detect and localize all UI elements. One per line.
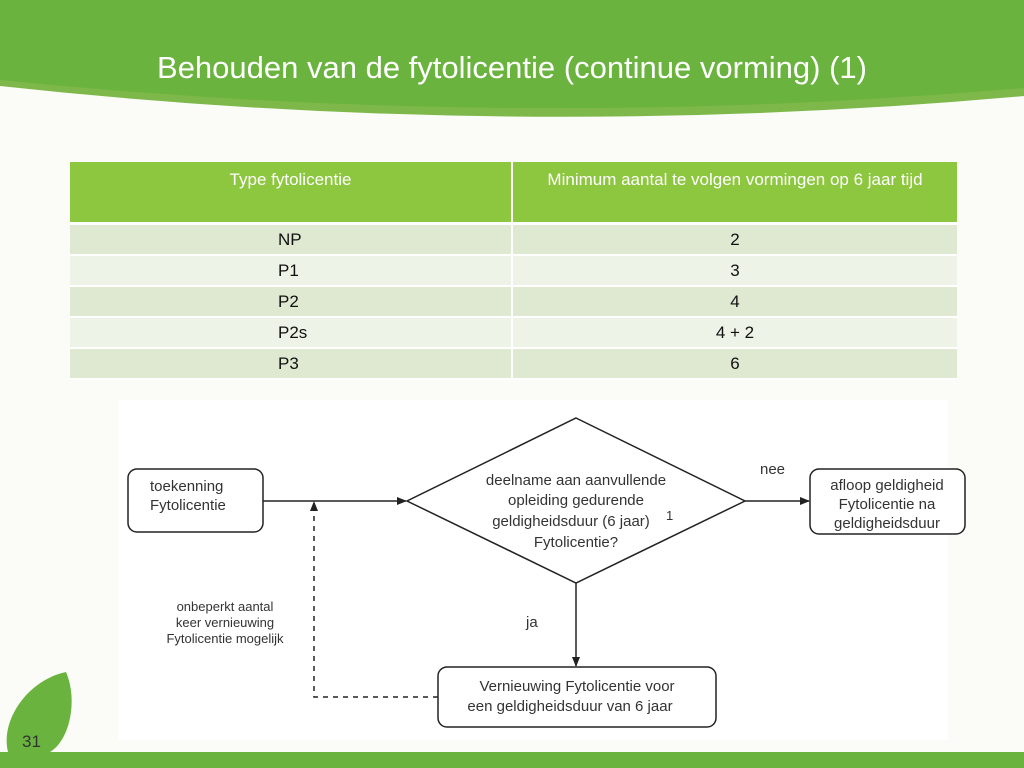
label-no: nee <box>760 461 786 478</box>
decision-line-1: deelname aan aanvullende <box>485 472 667 489</box>
table-cell-type: P2 <box>70 286 512 317</box>
table-cell-minimum: 4 + 2 <box>512 317 957 348</box>
table-cell-minimum: 3 <box>512 255 957 286</box>
label-yes: ja <box>526 614 538 631</box>
table-header-type: Type fytolicentie <box>70 162 512 224</box>
loop-note-line-1: onbeperkt aantal <box>176 599 274 614</box>
table-cell-type: P2s <box>70 317 512 348</box>
decision-line-4: Fytolicentie? <box>533 534 619 551</box>
loop-note-line-2: keer vernieuwing <box>175 615 275 630</box>
table-cell-minimum: 4 <box>512 286 957 317</box>
table-header-minimum: Minimum aantal te volgen vormingen op 6 jaar tijd <box>512 162 957 224</box>
decision-footnote: 1 <box>666 508 674 523</box>
table-cell-minimum: 2 <box>512 224 957 256</box>
decision-line-3: geldigheidsduur (6 jaar) <box>492 513 650 530</box>
table-cell-type: NP <box>70 224 512 256</box>
renewal-box <box>438 667 716 727</box>
start-box-line-1: toekenning <box>150 478 224 495</box>
renewal-box-line-2: een geldigheidsduur van 6 jaar <box>467 698 673 715</box>
page-number: 31 <box>22 732 41 751</box>
expiry-box-line-2: Fytolicentie na <box>838 496 936 513</box>
renewal-box-line-1: Vernieuwing Fytolicentie voor <box>479 678 675 695</box>
table-cell-minimum: 6 <box>512 348 957 379</box>
expiry-box-line-1: afloop geldigheid <box>830 477 944 494</box>
start-box-line-2: Fytolicentie <box>150 497 226 514</box>
decision-line-2: opleiding gedurende <box>508 492 644 509</box>
slide-title: Behouden van de fytolicentie (continue vorming) (1) <box>157 50 867 85</box>
expiry-box-line-3: geldigheidsduur <box>834 515 940 532</box>
loop-note-line-3: Fytolicentie mogelijk <box>166 631 284 646</box>
table-cell-type: P3 <box>70 348 512 379</box>
table-cell-type: P1 <box>70 255 512 286</box>
